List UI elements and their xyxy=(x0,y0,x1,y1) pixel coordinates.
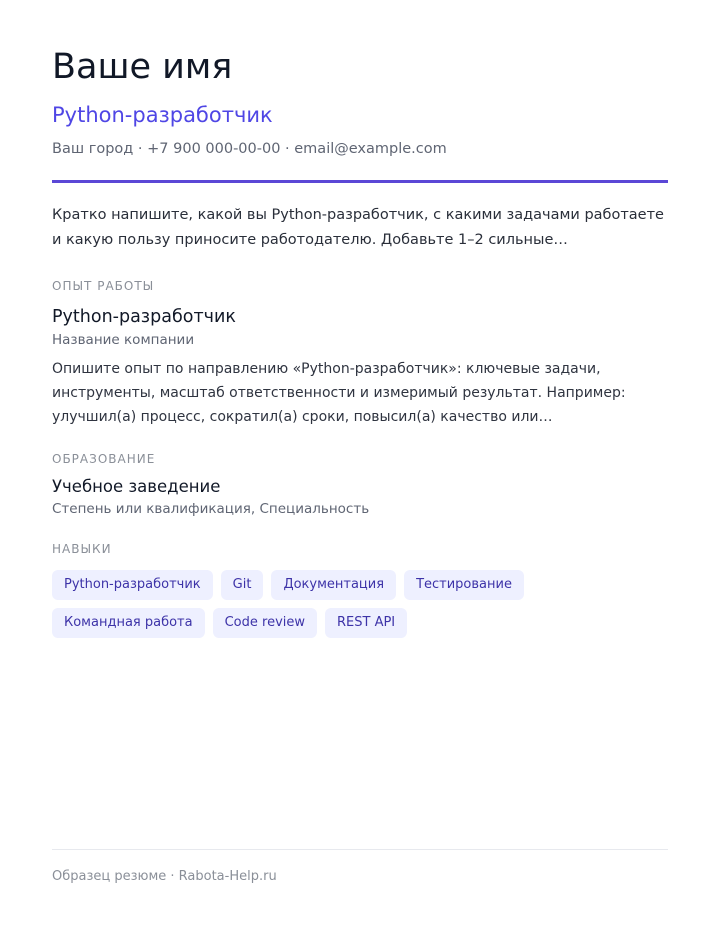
skill-chip: Документация xyxy=(271,570,396,600)
skill-chip: REST API xyxy=(325,608,407,638)
experience-section-title: ОПЫТ РАБОТЫ xyxy=(52,279,155,293)
footer-divider xyxy=(52,849,668,850)
skill-chip: Python-разработчик xyxy=(52,570,213,600)
skill-chip: Тестирование xyxy=(404,570,524,600)
candidate-role: Python-разработчик xyxy=(52,103,273,127)
education-section-title: ОБРАЗОВАНИЕ xyxy=(52,452,156,466)
skills-section-title: НАВЫКИ xyxy=(52,542,112,556)
company-name: Название компании xyxy=(52,332,195,348)
job-description: Опишите опыт по направлению «Python-разработчик»: ключевые задачи, инструменты, масштаб ответственности и измеримый результат. Например: улучшил(а) процесс, сократил(а) сроки, повысил(а) качество или… xyxy=(52,361,626,425)
skills-list xyxy=(52,570,668,638)
contact-line: Ваш город · +7 900 000-00-00 · email@example.com xyxy=(52,141,447,157)
education-details: Степень или квалификация, Специальность xyxy=(52,501,370,517)
job-title: Python-разработчик xyxy=(52,307,236,327)
skill-chip: Git xyxy=(221,570,264,600)
skill-chip: Командная работа xyxy=(52,608,205,638)
candidate-name: Ваше имя xyxy=(52,47,233,87)
skill-chip: Code review xyxy=(213,608,317,638)
header-divider xyxy=(52,180,668,183)
education-institution: Учебное заведение xyxy=(52,477,221,496)
summary-text: Кратко напишите, какой вы Python-разработчик, с какими задачами работаете и какую пользу приносите работодателю. Добавьте 1–2 сильные… xyxy=(52,207,664,248)
footer-text: Образец резюме · Rabota-Help.ru xyxy=(52,869,277,884)
